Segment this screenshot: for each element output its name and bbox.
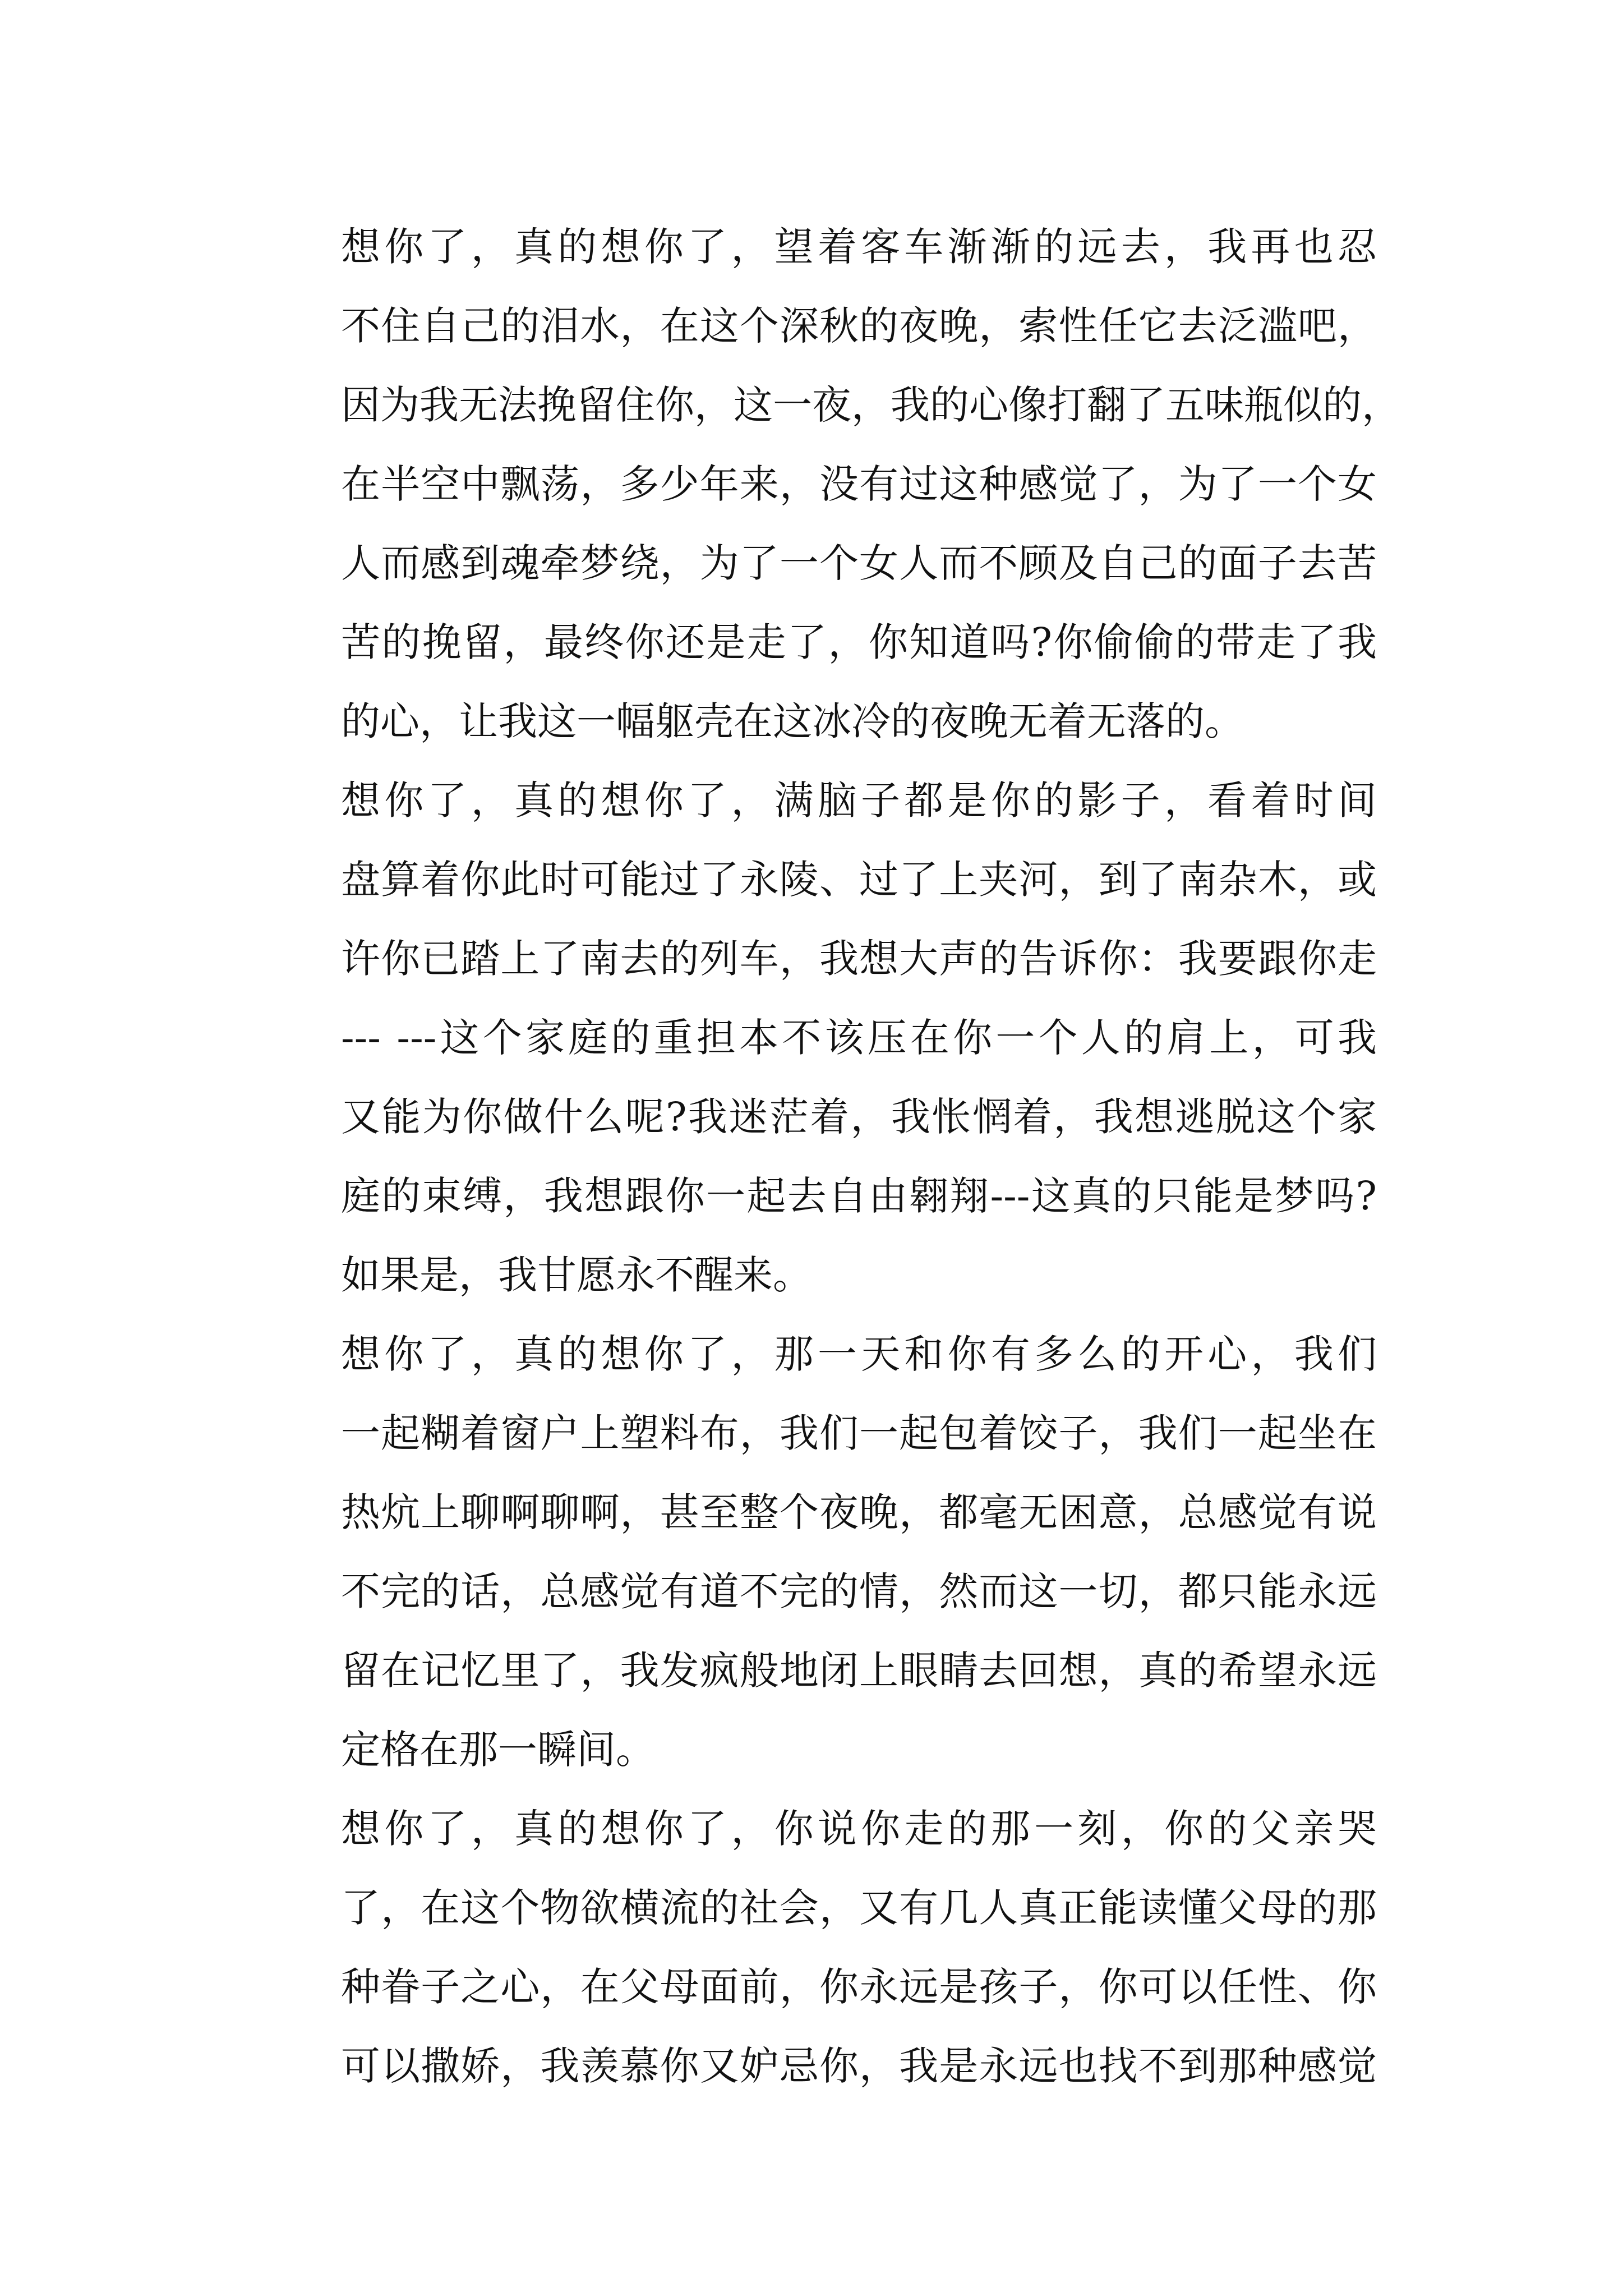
text-line: 想你了，真的想你了，满脑子都是你的影子，看着时间 [341,777,1377,823]
text-line: 人而感到魂牵梦绕，为了一个女人而不顾及自己的面子去苦 [341,540,1377,586]
text-line: 定格在那一瞬间。 [341,1727,655,1773]
text-line: 想你了，真的想你了，那一天和你有多么的开心，我们 [341,1331,1377,1377]
document-body [247,208,1401,2106]
text-line: 种眷子之心，在父母面前，你永远是孩子，你可以任性、你 [341,1964,1377,2010]
text-line: 苦的挽留，最终你还是走了，你知道吗?你偷偷的带走了我 [341,619,1377,665]
text-line: 许你已踏上了南去的列车，我想大声的告诉你：我要跟你走 [341,936,1377,982]
text-line: 想你了，真的想你了，你说你走的那一刻，你的父亲哭 [341,1806,1377,1852]
text-line: 了，在这个物欲横流的社会，又有几人真正能读懂父母的那 [341,1885,1377,1931]
text-line: 想你了，真的想你了，望着客车渐渐的远去，我再也忍 [341,224,1377,270]
text-line: 盘算着你此时可能过了永陵、过了上夹河，到了南杂木，或 [341,857,1377,903]
text-line: 热炕上聊啊聊啊，甚至整个夜晚，都毫无困意，总感觉有说 [341,1489,1377,1535]
text-line: --- ---这个家庭的重担本不该压在你一个人的肩上，可我 [341,1015,1377,1061]
text-line: 因为我无法挽留住你，这一夜，我的心像打翻了五味瓶似的， [341,382,1401,428]
text-line: 留在记忆里了，我发疯般地闭上眼睛去回想，真的希望永远 [341,1648,1377,1694]
text-line: 在半空中飘荡，多少年来，没有过这种感觉了，为了一个女 [341,461,1377,507]
text-line: 一起糊着窗户上塑料布，我们一起包着饺子，我们一起坐在 [341,1410,1377,1456]
text-line: 又能为你做什么呢?我迷茫着，我怅惘着，我想逃脱这个家 [341,1094,1377,1140]
text-line: 不住自己的泪水，在这个深秋的夜晚，索性任它去泛滥吧， [341,303,1377,349]
text-line: 庭的束缚，我想跟你一起去自由翱翔---这真的只能是梦吗? [341,1173,1377,1219]
text-line: 如果是，我甘愿永不醒来。 [341,1252,812,1298]
paragraph-1 [247,208,1401,761]
text-line: 可以撒娇，我羡慕你又妒忌你，我是永远也找不到那种感觉 [341,2043,1377,2089]
paragraph-3 [247,1315,1377,1789]
text-line: 的心，让我这一幅躯壳在这冰冷的夜晚无着无落的。 [341,698,1244,744]
text-line: 不完的话，总感觉有道不完的情，然而这一切，都只能永远 [341,1568,1377,1614]
paragraph-2 [247,761,1377,1315]
paragraph-4 [247,1789,1377,2106]
